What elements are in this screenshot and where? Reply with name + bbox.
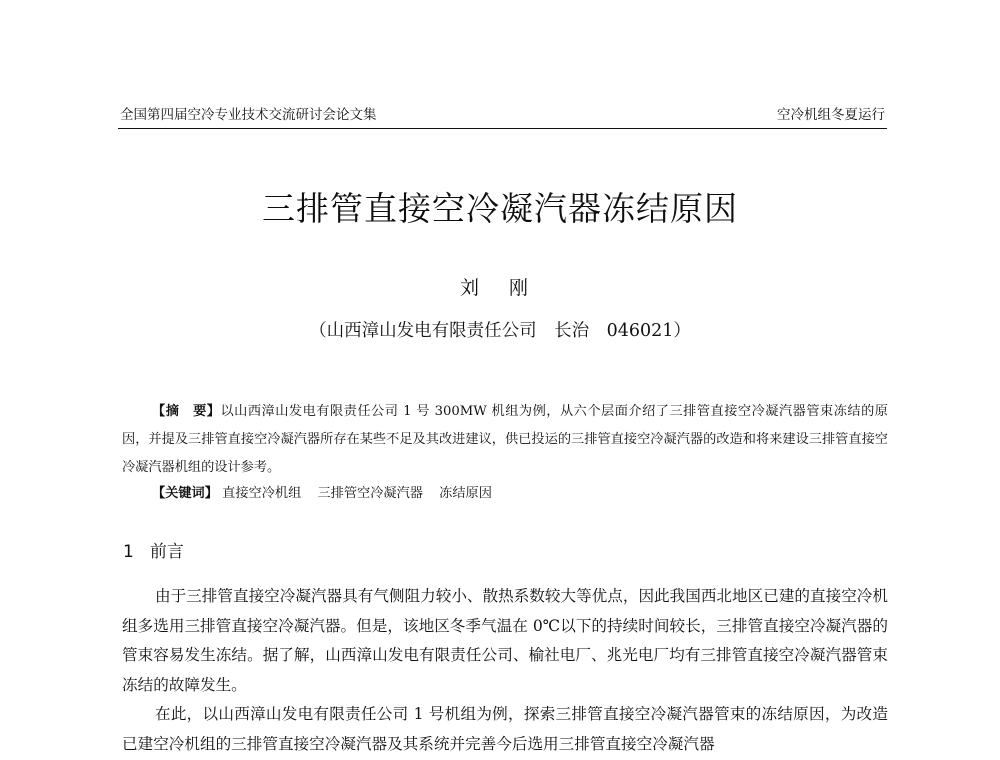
paper-title: 三排管直接空冷凝汽器冻结原因 <box>262 189 738 228</box>
header-rule <box>118 128 887 129</box>
section-title: 前言 <box>149 542 184 562</box>
header-proceedings-title: 全国第四届空冷专业技术交流研讨会论文集 <box>120 107 377 123</box>
abstract <box>122 398 888 482</box>
running-header <box>118 104 885 126</box>
paper-author: 刘 刚 <box>459 277 541 299</box>
abstract-label: 【摘 要】 <box>152 404 221 419</box>
section-body <box>122 582 888 760</box>
paper-affiliation: （山西漳山发电有限责任公司 长治 046021） <box>309 321 691 341</box>
keywords-label: 【关键词】 <box>152 486 218 501</box>
body-paragraph: 在此，以山西漳山发电有限责任公司 1 号机组为例，探索三排管直接空冷凝汽器管束的冻结原因，为改造已建空冷机组的三排管直接空冷凝汽器及其系统并完善今后选用三排管直接空冷凝汽器 <box>122 705 888 753</box>
keyword: 直接空冷机组 <box>222 486 302 501</box>
abstract-text: 以山西漳山发电有限责任公司 1 号 300MW 机组为例，从六个层面介绍了三排管直接空冷凝汽器管束冻结的原因，并提及三排管直接空冷凝汽器所存在某些不足及其改进建议，供已投运的三排管直接空冷凝汽器的改造和将来建设三排管直接空冷凝汽器机组的设计参考。 <box>122 404 888 475</box>
section-heading <box>123 540 184 564</box>
keywords <box>152 482 504 506</box>
keyword: 冻结原因 <box>439 486 492 501</box>
section-number: 1 <box>123 542 134 562</box>
header-section-title: 空冷机组冬夏运行 <box>777 107 885 123</box>
keyword: 三排管空冷凝汽器 <box>317 486 423 501</box>
body-paragraph: 由于三排管直接空冷凝汽器具有气侧阻力较小、散热系数较大等优点，因此我国西北地区已建的直接空冷机组多选用三排管直接空冷凝汽器。但是，该地区冬季气温在 0℃以下的持续时间较长，三排管直接空冷凝汽器的管束容易发生冻结。据了解，山西漳山发电有限责任公司、榆社电厂、兆光电厂均有三排管直接空冷凝汽器管束冻结的故障发生。 <box>122 587 888 694</box>
